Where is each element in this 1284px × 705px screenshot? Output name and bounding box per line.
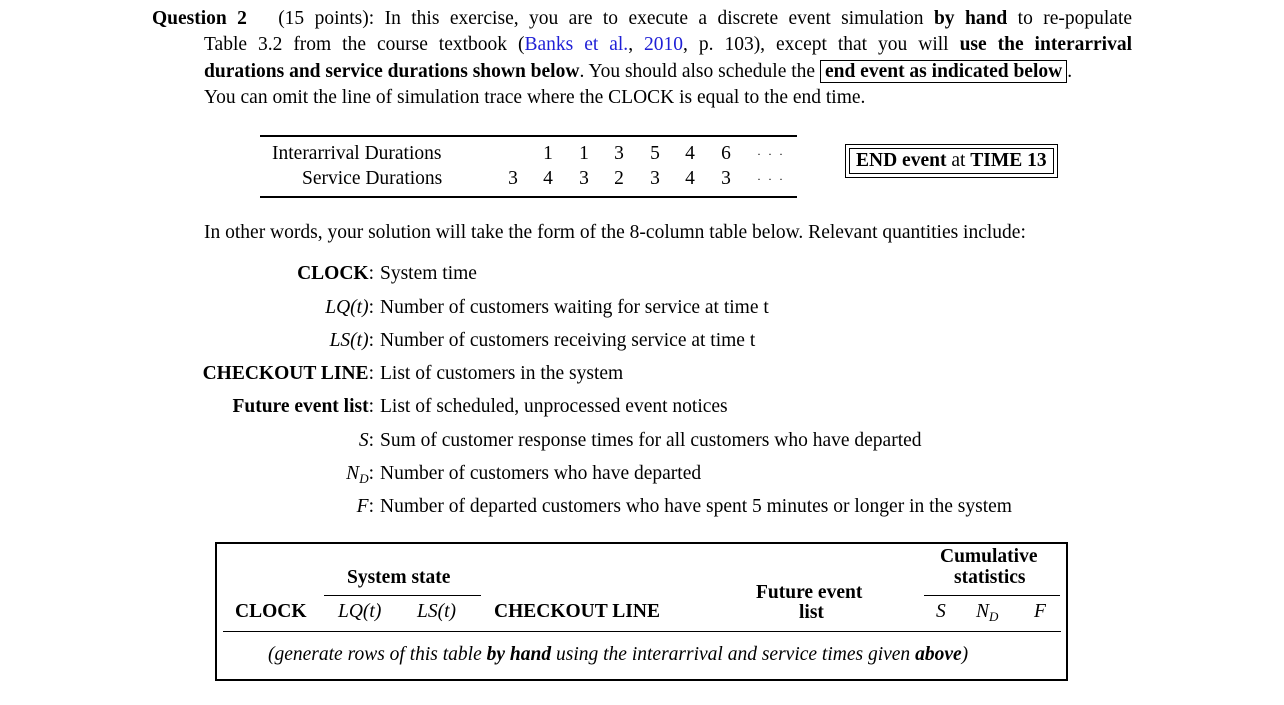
- end-event-inner: [849, 148, 1054, 174]
- durations-top-rule: [260, 135, 797, 137]
- line3-bold: durations and service durations shown below: [204, 61, 580, 82]
- interarrival-value: 1: [543, 143, 553, 164]
- end-event-at: at: [946, 150, 971, 171]
- definition-term: LQ(t):: [325, 297, 374, 318]
- definition-term: LS(t):: [329, 330, 374, 351]
- interarrival-value: 1: [579, 143, 589, 164]
- interarrival-value: 6: [721, 143, 731, 164]
- definition-item: [0, 330, 1284, 354]
- question-line-2: [204, 34, 1132, 56]
- definition-item: [0, 463, 1284, 487]
- end-event-time: TIME 13: [970, 150, 1047, 171]
- interarrival-value: 5: [650, 143, 660, 164]
- definition-term: CLOCK:: [297, 263, 374, 284]
- service-value: 4: [543, 168, 553, 189]
- definition-desc: Number of customers who have departed: [380, 463, 702, 484]
- future-event-header-line2: list: [799, 602, 824, 623]
- definition-desc: System time: [380, 263, 477, 284]
- service-value: 3: [579, 168, 589, 189]
- definition-item: [0, 496, 1284, 520]
- question-points: (15 points):: [278, 8, 375, 29]
- system-state-rule: [324, 595, 481, 596]
- line4-text: You can omit the line of simulation trace where the CLOCK is equal to the end time.: [204, 87, 866, 108]
- line3-text: . You should also schedule the: [579, 61, 816, 82]
- ls-column-header: LS(t): [417, 601, 456, 622]
- definition-term: Future event list:: [232, 396, 374, 417]
- f-column-header: F: [1034, 601, 1046, 622]
- interarrival-value: 4: [685, 143, 695, 164]
- header-bottom-rule: [223, 631, 1061, 632]
- question-line-3: [204, 61, 1072, 83]
- service-value: 2: [614, 168, 624, 189]
- line3-end: .: [1067, 61, 1073, 82]
- line2-bold: use the interarrival: [959, 34, 1133, 55]
- definition-term: CHECKOUT LINE:: [202, 363, 374, 384]
- cumulative-rule: [924, 595, 1060, 596]
- end-event-label: END event: [856, 150, 947, 171]
- definition-item: [0, 263, 1284, 287]
- question-line-1: [152, 8, 1132, 30]
- definition-desc: Number of departed customers who have spent 5 minutes or longer in the system: [380, 496, 1012, 517]
- service-value: 4: [685, 168, 695, 189]
- definition-desc: List of customers in the system: [380, 363, 624, 384]
- nd-column-header: $N_D$: [976, 601, 999, 624]
- definition-desc: List of scheduled, unprocessed event notices: [380, 396, 728, 417]
- question-line1-end: to re-populate: [1017, 8, 1133, 29]
- s-column-header: S: [936, 601, 946, 622]
- service-ellipsis: · · ·: [757, 172, 785, 186]
- definition-desc: Number of customers receiving service at time t: [380, 330, 756, 351]
- definition-item: [0, 396, 1284, 420]
- interarrival-value: 3: [614, 143, 624, 164]
- citation-link[interactable]: Banks et al., 2010: [524, 34, 684, 55]
- system-state-header: System state: [347, 567, 451, 588]
- cumulative-header-line1: Cumulative: [940, 546, 1038, 567]
- definition-desc: Number of customers waiting for service at time t: [380, 297, 769, 318]
- question-line1-text: In this exercise, you are to execute a discrete event simulation: [384, 8, 924, 29]
- interarrival-label: Interarrival Durations: [272, 143, 442, 164]
- service-label: Service Durations: [302, 168, 443, 189]
- lq-column-header: LQ(t): [338, 601, 382, 622]
- question-line-4: [204, 87, 865, 109]
- definition-term: S:: [358, 430, 374, 451]
- checkout-column-header: CHECKOUT LINE: [494, 601, 660, 622]
- end-event-callout: end event as indicated below: [820, 60, 1067, 83]
- definition-term: $N_D$:: [346, 463, 374, 486]
- question-label: Question 2: [152, 8, 247, 29]
- service-value: 3: [721, 168, 731, 189]
- future-event-header-line1: Future event: [756, 582, 863, 603]
- cumulative-header-line2: statistics: [954, 567, 1026, 588]
- service-value: 3: [650, 168, 660, 189]
- intro-text: In other words, your solution will take the form of the 8-column table below. Relevant quantities include:: [204, 222, 1026, 243]
- end-event-box: [845, 144, 1058, 178]
- table-note: (generate rows of this table by hand using the interarrival and service times given above): [268, 644, 969, 665]
- interarrival-ellipsis: · · ·: [757, 147, 785, 161]
- durations-bottom-rule: [260, 196, 797, 198]
- service-value: 3: [508, 168, 518, 189]
- definition-item: [0, 297, 1284, 321]
- clock-column-header: CLOCK: [235, 601, 307, 622]
- definition-desc: Sum of customer response times for all customers who have departed: [380, 430, 922, 451]
- question-line1-bold: by hand: [933, 8, 1008, 29]
- line2-pre: Table 3.2 from the course textbook (Banks et al., 2010, p. 103), except that you will: [204, 34, 949, 55]
- definition-term: F:: [356, 496, 374, 517]
- definition-item: [0, 430, 1284, 454]
- definition-item: [0, 363, 1284, 387]
